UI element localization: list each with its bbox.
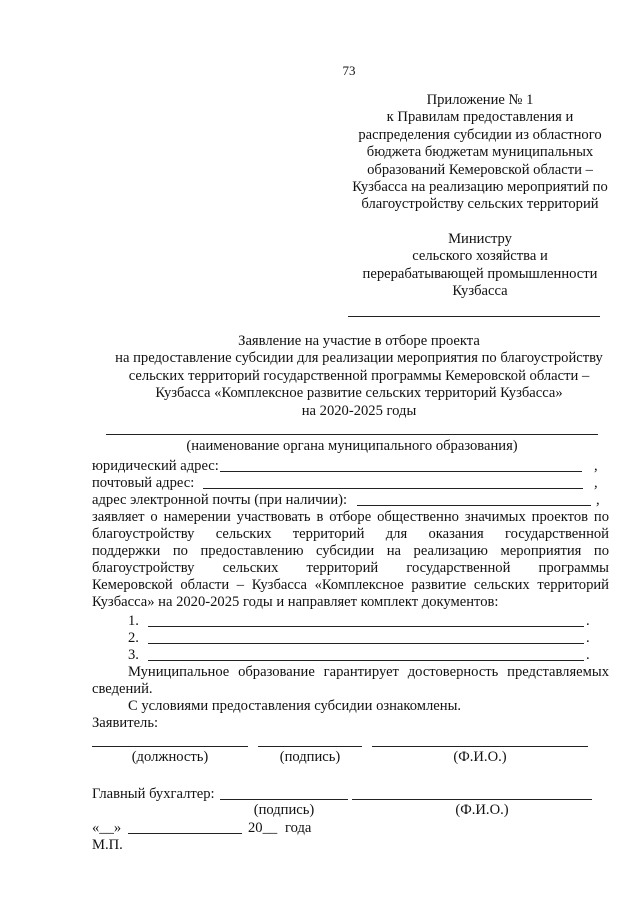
postal-address-label: почтовый адрес: — [92, 475, 195, 491]
body-line: благоустройству сельских территорий для оказания государственной — [92, 526, 609, 542]
title-line: на 2020-2025 годы — [301, 402, 417, 419]
page-number: 73 — [342, 63, 356, 78]
legal-address-field[interactable] — [220, 471, 582, 472]
applicant-label: Заявитель: — [92, 715, 159, 731]
appendix-block — [330, 92, 630, 214]
stamp-label: М.П. — [92, 837, 123, 853]
postal-address-field[interactable] — [203, 488, 583, 489]
chief-accountant-label: Главный бухгалтер: — [92, 786, 215, 802]
email-label: адрес электронной почты (при наличии): — [92, 492, 348, 508]
fio-field[interactable] — [372, 746, 588, 747]
comma: , — [594, 458, 598, 474]
appendix-line: образований Кемеровской области – — [367, 161, 593, 178]
signature-caption: (подпись) — [279, 749, 341, 765]
appendix-line: бюджета бюджетам муниципальных — [366, 144, 594, 161]
appendix-line: Кузбасса на реализацию мероприятий по — [352, 179, 608, 196]
addressee-line: перерабатывающей промышленности — [362, 265, 598, 282]
comma: , — [596, 492, 600, 508]
document-item-number: 2. — [128, 630, 139, 646]
document-item-end: . — [586, 630, 590, 646]
document-item-field[interactable] — [148, 643, 584, 644]
title-line: на предоставление субсидии для реализации мероприятия по благоустройству — [115, 350, 603, 367]
document-title — [80, 333, 638, 420]
addressee-block — [330, 231, 630, 301]
addressee-line: Министру — [448, 231, 512, 247]
legal-address-label: юридический адрес: — [92, 458, 219, 474]
document-item-number: 1. — [128, 613, 139, 629]
date-year: 20__ — [248, 820, 278, 836]
body-line: благоустройству сельских территорий государственной программы — [92, 560, 609, 576]
guarantee-line: сведений. — [92, 681, 153, 697]
date-year-suffix: года — [285, 820, 312, 836]
date-day: «__» — [92, 820, 122, 836]
org-name-field[interactable] — [106, 434, 598, 435]
addressee-line: сельского хозяйства и — [412, 248, 548, 265]
body-line: заявляет о намерении участвовать в отборе общественно значимых проектов по — [92, 509, 609, 525]
position-field[interactable] — [92, 746, 248, 747]
document-item-number: 3. — [128, 647, 139, 663]
guarantee-line: Муниципальное образование гарантирует достоверность представляемых — [128, 664, 609, 680]
accountant-signature-field[interactable] — [220, 799, 348, 800]
body-line: Кемеровской области – Кузбасса «Комплексное развитие сельских территорий — [92, 577, 609, 593]
appendix-line: распределения субсидии из областного — [358, 126, 602, 143]
document-item-field[interactable] — [148, 660, 584, 661]
appendix-line: благоустройству сельских территорий — [361, 196, 599, 213]
title-line: сельских территорий государственной программы Кемеровской области – — [128, 367, 590, 384]
document-item-field[interactable] — [148, 626, 584, 627]
accountant-fio-field[interactable] — [352, 799, 592, 800]
position-caption: (должность) — [131, 749, 209, 765]
appendix-line: Приложение № 1 — [426, 92, 534, 108]
comma: , — [594, 475, 598, 491]
org-name-caption: (наименование органа муниципального образования) — [186, 438, 518, 454]
title-line: Заявление на участие в отборе проекта — [238, 333, 480, 349]
fio-caption: (Ф.И.О.) — [453, 749, 507, 765]
email-field[interactable] — [357, 505, 591, 506]
date-month-field[interactable] — [128, 833, 242, 834]
signature-field[interactable] — [258, 746, 362, 747]
addressee-signature-line — [348, 316, 600, 317]
accountant-signature-caption: (подпись) — [253, 802, 315, 818]
title-line: Кузбасса «Комплексное развитие сельских территорий Кузбасса» — [155, 385, 563, 402]
appendix-line: к Правилам предоставления и — [386, 109, 574, 126]
document-item-end: . — [586, 613, 590, 629]
body-line-last: Кузбасса» на 2020-2025 годы и направляет комплект документов: — [92, 594, 499, 610]
accountant-fio-caption: (Ф.И.О.) — [455, 802, 509, 818]
body-line: поддержки по предоставлению субсидии на реализацию мероприятия по — [92, 543, 609, 559]
addressee-line: Кузбасса — [452, 283, 508, 300]
conditions-line: С условиями предоставления субсидии ознакомлены. — [128, 698, 462, 714]
document-item-end: . — [586, 647, 590, 663]
